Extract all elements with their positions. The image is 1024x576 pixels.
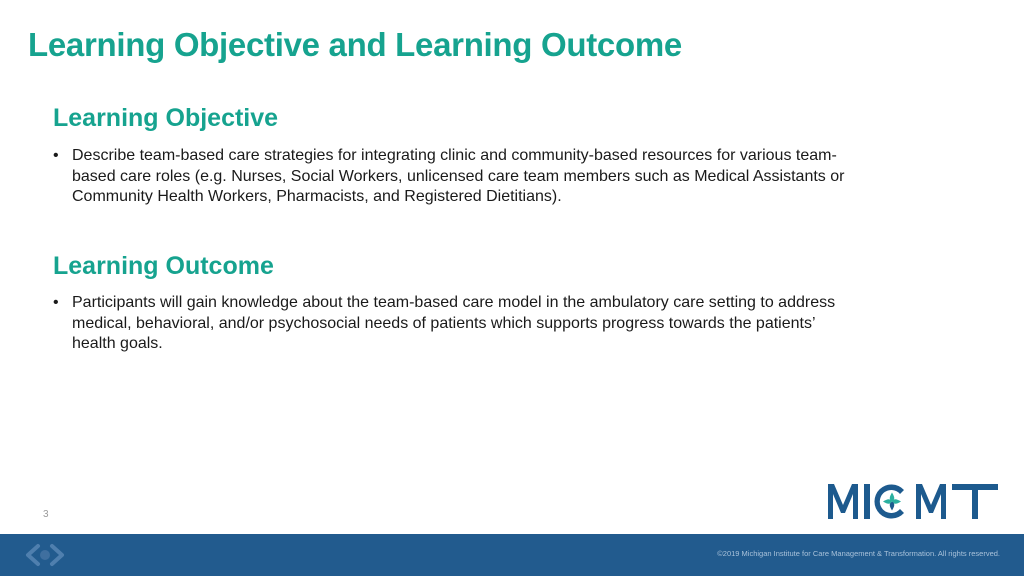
outcome-heading: Learning Outcome <box>53 252 274 280</box>
navigation-arrows-icon <box>24 542 66 568</box>
bullet-icon: • <box>53 147 59 164</box>
logo-letter-m1 <box>828 484 858 519</box>
logo-emblem <box>883 493 901 511</box>
objective-bullet-item <box>53 146 853 208</box>
micmt-logo <box>826 481 1002 521</box>
logo-letter-i <box>864 484 870 519</box>
logo-letter-m2 <box>916 484 946 519</box>
outcome-bullet-item <box>53 293 853 355</box>
copyright-text: ©2019 Michigan Institute for Care Management & Transformation. All rights reserved. <box>717 549 1000 558</box>
footer-bar <box>0 534 1024 576</box>
page-number: 3 <box>43 509 49 520</box>
bullet-icon: • <box>53 294 59 311</box>
outcome-text: Participants will gain knowledge about the team-based care model in the ambulatory care setting to address medical, behavioral, and/or psychosocial needs of patients which supports progress towards the patients’ health goals. <box>72 294 836 352</box>
objective-text: Describe team-based care strategies for integrating clinic and community-based resources for various team-based care roles (e.g. Nurses, Social Workers, unlicensed care team members such as Medical Assistants or Community Health Workers, Pharmacists, and Registered Dietitians). <box>72 147 845 205</box>
slide-title: Learning Objective and Learning Outcome <box>28 26 682 63</box>
logo-letter-t <box>952 484 998 519</box>
outcome-bullet-list <box>53 293 853 355</box>
objective-heading: Learning Objective <box>53 104 279 132</box>
objective-bullet-list <box>53 146 853 208</box>
